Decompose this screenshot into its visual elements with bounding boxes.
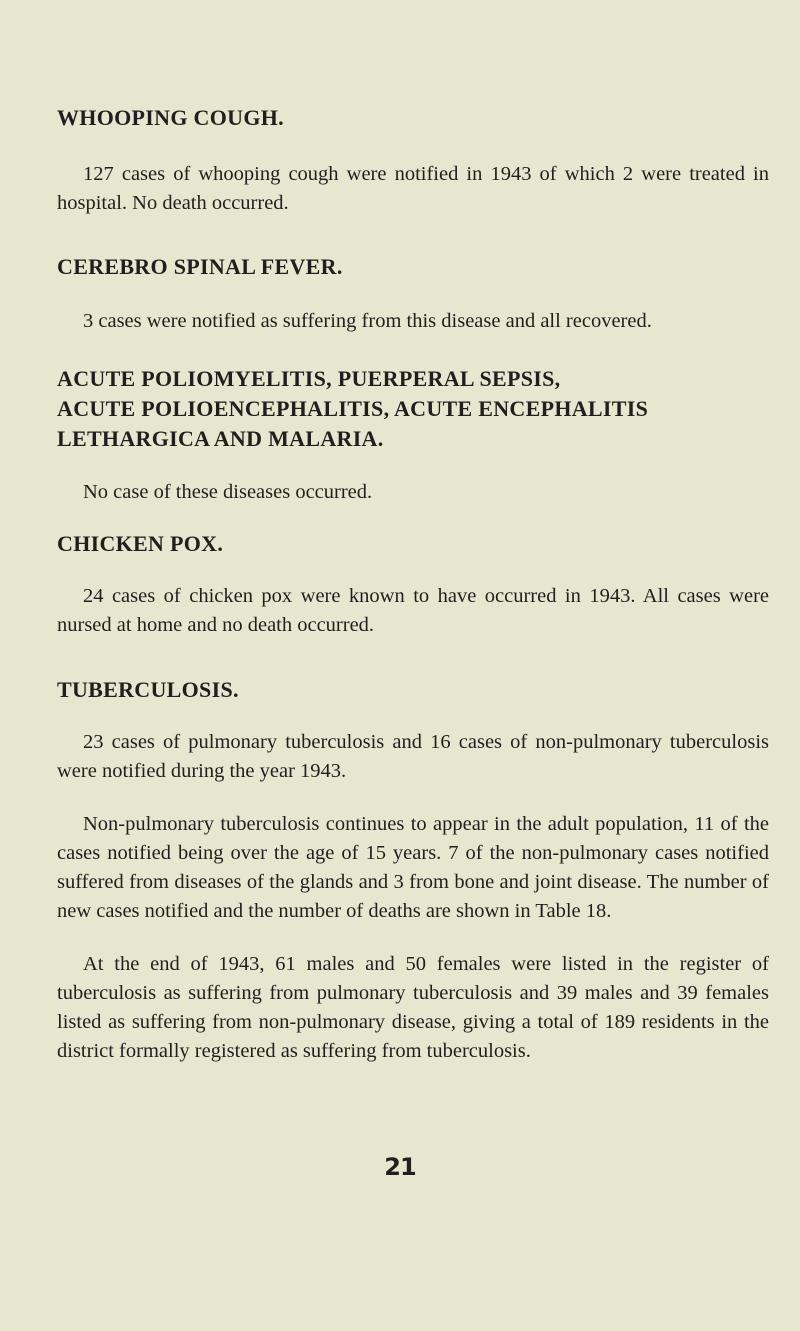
para-tuberculosis-2: Non-pulmonary tuberculosis continues to appear in the adult population, 11 of the cases notified being over the age of 15 years. 7 of the non-pulmonary cases notified suffered from diseases of the glands and 3 from bone and joint disease. The number of new cases notified and the number of deaths are shown in Table 18.	[57, 813, 769, 922]
heading-tuberculosis: TUBERCULOSIS.	[57, 677, 239, 702]
para-chicken-pox: 24 cases of chicken pox were known to have occurred in 1943. All cases were nursed at home and no death occurred.	[57, 585, 769, 636]
heading-chicken-pox: CHICKEN POX.	[57, 531, 224, 556]
para-tuberculosis-1: 23 cases of pulmonary tuberculosis and 16 cases of non-pulmonary tuberculosis were notified during the year 1943.	[57, 731, 769, 782]
para-tuberculosis-3: At the end of 1943, 61 males and 50 females were listed in the register of tuberculosis as suffering from pulmonary tuberculosis and 39 males and 39 females listed as suffering from non-pulmonary disease, giving a total of 189 residents in the district formally registered as suffering from tuberculosis.	[57, 953, 769, 1062]
heading-whooping-cough: WHOOPING COUGH.	[57, 105, 284, 130]
para-whooping-cough: 127 cases of whooping cough were notified in 1943 of which 2 were treated in hospital. No death occurred.	[57, 163, 769, 214]
heading-cerebro-spinal-fever: CEREBRO SPINAL FEVER.	[57, 254, 343, 279]
heading-poliomyelitis-group: ACUTE POLIOMYELITIS, PUERPERAL SEPSIS, ACUTE POLIOENCEPHALITIS, ACUTE ENCEPHALITIS LETHARGICA AND MALARIA.	[57, 366, 649, 451]
document-page	[57, 106, 769, 1066]
page-number: 21	[384, 1153, 416, 1181]
para-poliomyelitis-group: No case of these diseases occurred.	[83, 481, 373, 503]
para-cerebro-spinal-fever: 3 cases were notified as suffering from this disease and all recovered.	[83, 310, 652, 332]
